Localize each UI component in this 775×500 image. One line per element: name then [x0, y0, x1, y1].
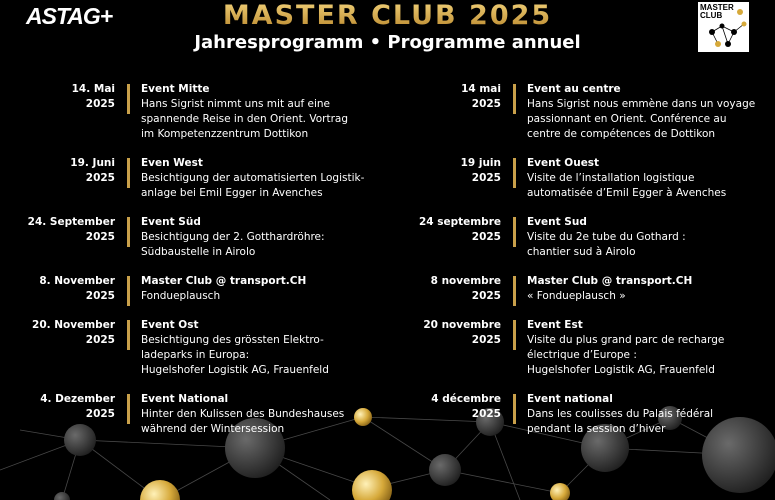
event-text — [527, 392, 767, 437]
event-text — [141, 215, 381, 260]
event-date: 4 décembre 2025 — [431, 393, 501, 420]
event-line: Hugelshofer Logistik AG, Frauenfeld — [527, 364, 715, 376]
event-line: pendant la session d’hiver — [527, 423, 666, 435]
event-line: passionnant en Orient. Conférence au — [527, 113, 727, 125]
event-divider — [513, 394, 516, 424]
event-date: 19 juin 2025 — [460, 157, 501, 184]
event-date: 8. November 2025 — [39, 275, 115, 302]
event-line: Besichtigung der automatisierten Logistik- — [141, 172, 365, 184]
network-icon — [698, 2, 749, 52]
badge-line: MASTER — [700, 3, 734, 12]
event-title: Event Mitte — [141, 83, 210, 95]
event-text — [141, 156, 381, 201]
event-text — [141, 318, 381, 378]
page-title: MASTER CLUB 2025 — [0, 0, 775, 31]
event-line: Fondueplausch — [141, 290, 221, 302]
event-line: Hinter den Kulissen des Bundeshauses — [141, 408, 345, 420]
event-line: anlage bei Emil Egger in Avenches — [141, 187, 323, 199]
event-date: 8 novembre 2025 — [430, 275, 501, 302]
event-divider — [513, 84, 516, 114]
event-title: Master Club @ transport.CH — [527, 275, 693, 287]
event-line: ladeparks in Europa: — [141, 349, 250, 361]
event-text — [527, 318, 767, 378]
event-date: 20. November 2025 — [32, 319, 115, 346]
event-text — [141, 82, 381, 142]
event-text — [527, 215, 767, 260]
event-line: chantier sud à Airolo — [527, 246, 636, 258]
event-line: Besichtigung der 2. Gotthardröhre: — [141, 231, 325, 243]
event-line: Visite du 2e tube du Gothard : — [527, 231, 686, 243]
event-line: centre de compétences de Dottikon — [527, 128, 716, 140]
event-line: « Fondueplausch » — [527, 290, 626, 302]
event-title: Event Süd — [141, 216, 201, 228]
event-divider — [127, 394, 130, 424]
event-divider — [127, 84, 130, 114]
event-text — [527, 82, 767, 142]
event-text — [527, 156, 767, 201]
event-divider — [513, 158, 516, 188]
event-line: Visite du plus grand parc de recharge — [527, 334, 725, 346]
event-date: 20 novembre 2025 — [423, 319, 501, 346]
event-title: Event Sud — [527, 216, 587, 228]
event-title: Even West — [141, 157, 203, 169]
event-title: Master Club @ transport.CH — [141, 275, 307, 287]
event-line: Hugelshofer Logistik AG, Frauenfeld — [141, 364, 329, 376]
event-line: spannende Reise in den Orient. Vortrag — [141, 113, 349, 125]
event-divider — [513, 320, 516, 350]
event-text — [141, 274, 381, 304]
event-text — [527, 274, 767, 304]
event-date: 19. Juni 2025 — [70, 157, 115, 184]
event-line: électrique d’Europe : — [527, 349, 637, 361]
event-date: 14. Mai 2025 — [71, 83, 115, 110]
event-title: Event Ouest — [527, 157, 600, 169]
event-date: 14 mai 2025 — [461, 83, 501, 110]
event-divider — [127, 276, 130, 306]
event-divider — [127, 320, 130, 350]
event-line: Hans Sigrist nous emmène dans un voyage — [527, 98, 756, 110]
event-divider — [127, 158, 130, 188]
event-line: automatisée d’Emil Egger à Avenches — [527, 187, 727, 199]
event-date: 24. September 2025 — [27, 216, 115, 243]
event-title: Event au centre — [527, 83, 621, 95]
event-title: Event National — [141, 393, 229, 405]
event-divider — [127, 217, 130, 247]
master-club-badge — [698, 2, 749, 52]
event-text — [141, 392, 381, 437]
badge-line: CLUB — [700, 11, 723, 20]
event-date: 4. Dezember 2025 — [40, 393, 115, 420]
event-title: Event national — [527, 393, 613, 405]
event-divider — [513, 276, 516, 306]
event-line: Hans Sigrist nimmt uns mit auf eine — [141, 98, 331, 110]
event-title: Event Ost — [141, 319, 199, 331]
event-divider — [513, 217, 516, 247]
event-line: Dans les coulisses du Palais fédéral — [527, 408, 714, 420]
event-line: während der Wintersession — [141, 423, 285, 435]
event-line: Südbaustelle in Airolo — [141, 246, 256, 258]
event-line: Besichtigung des grössten Elektro- — [141, 334, 324, 346]
event-line: im Kompetenzzentrum Dottikon — [141, 128, 309, 140]
event-date: 24 septembre 2025 — [418, 216, 501, 243]
page-subtitle: Jahresprogramm • Programme annuel — [194, 32, 581, 53]
event-title: Event Est — [527, 319, 583, 331]
event-line: Visite de l’installation logistique — [527, 172, 695, 184]
